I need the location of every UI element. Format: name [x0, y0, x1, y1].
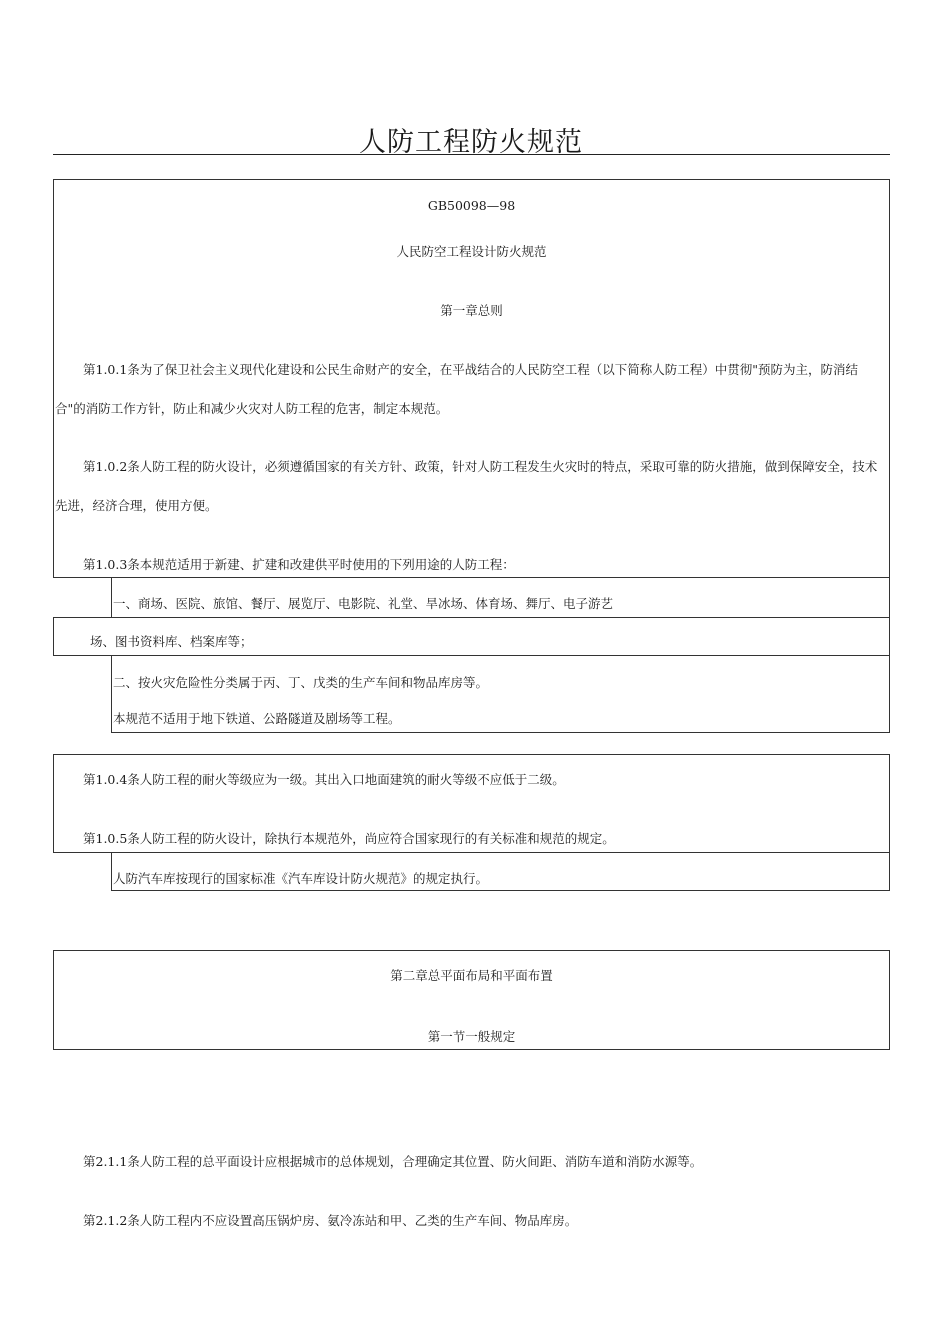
article-1-0-2: 第1.0.2条人防工程的防火设计，必须遵循国家的有关方针、政策，针对人防工程发生火灾时的特点，采取可靠的防火措施，做到保障安全，技术先进，经济合理，使用方便。 [55, 459, 878, 513]
chapter1-heading: 第一章总则 [440, 303, 503, 318]
list-item-1a: 一、商场、医院、旅馆、餐厅、展览厅、电影院、礼堂、旱冰场、体育场、舞厅、电子游艺 [113, 596, 614, 611]
article-2-1-2: 第2.1.2条人防工程内不应设置高压锅炉房、氨冷冻站和甲、乙类的生产车间、物品库房。 [83, 1213, 578, 1228]
garage-note: 人防汽车库按现行的国家标准《汽车库设计防火规范》的规定执行。 [113, 871, 489, 886]
title-underline [53, 154, 890, 155]
article-1-0-4: 第1.0.4条人防工程的耐火等级应为一级。其出入口地面建筑的耐火等级不应低于二级。 [83, 772, 565, 787]
list-item-2: 二、按火灾危险性分类属于丙、丁、戊类的生产车间和物品库房等。 [113, 675, 489, 690]
article-1-0-3: 第1.0.3条本规范适用于新建、扩建和改建供平时使用的下列用途的人防工程： [83, 557, 515, 572]
document-title: 人防工程防火规范 [359, 127, 583, 158]
list-item-1b: 场、图书资料库、档案库等； [90, 634, 253, 649]
not-applicable-note: 本规范不适用于地下铁道、公路隧道及剧场等工程。 [113, 711, 401, 726]
section1-heading: 第一节一般规定 [427, 1029, 516, 1044]
chapter2-heading: 第二章总平面布局和平面布置 [390, 968, 553, 983]
article-1-0-1: 第1.0.1条为了保卫社会主义现代化建设和公民生命财产的安全，在平战结合的人民防空工程（以下简称人防工程）中贯彻"预防为主，防消结合"的消防工作方针，防止和减少火灾对人防工程的危害，制定本规范。 [55, 362, 859, 416]
full-title: 人民防空工程设计防火规范 [396, 244, 547, 259]
article-2-1-1: 第2.1.1条人防工程的总平面设计应根据城市的总体规划，合理确定其位置、防火间距、消防车道和消防水源等。 [83, 1154, 703, 1169]
standard-code: GB50098—98 [427, 198, 516, 213]
article-1-0-5: 第1.0.5条人防工程的防火设计，除执行本规范外，尚应符合国家现行的有关标准和规范的规定。 [83, 831, 615, 846]
